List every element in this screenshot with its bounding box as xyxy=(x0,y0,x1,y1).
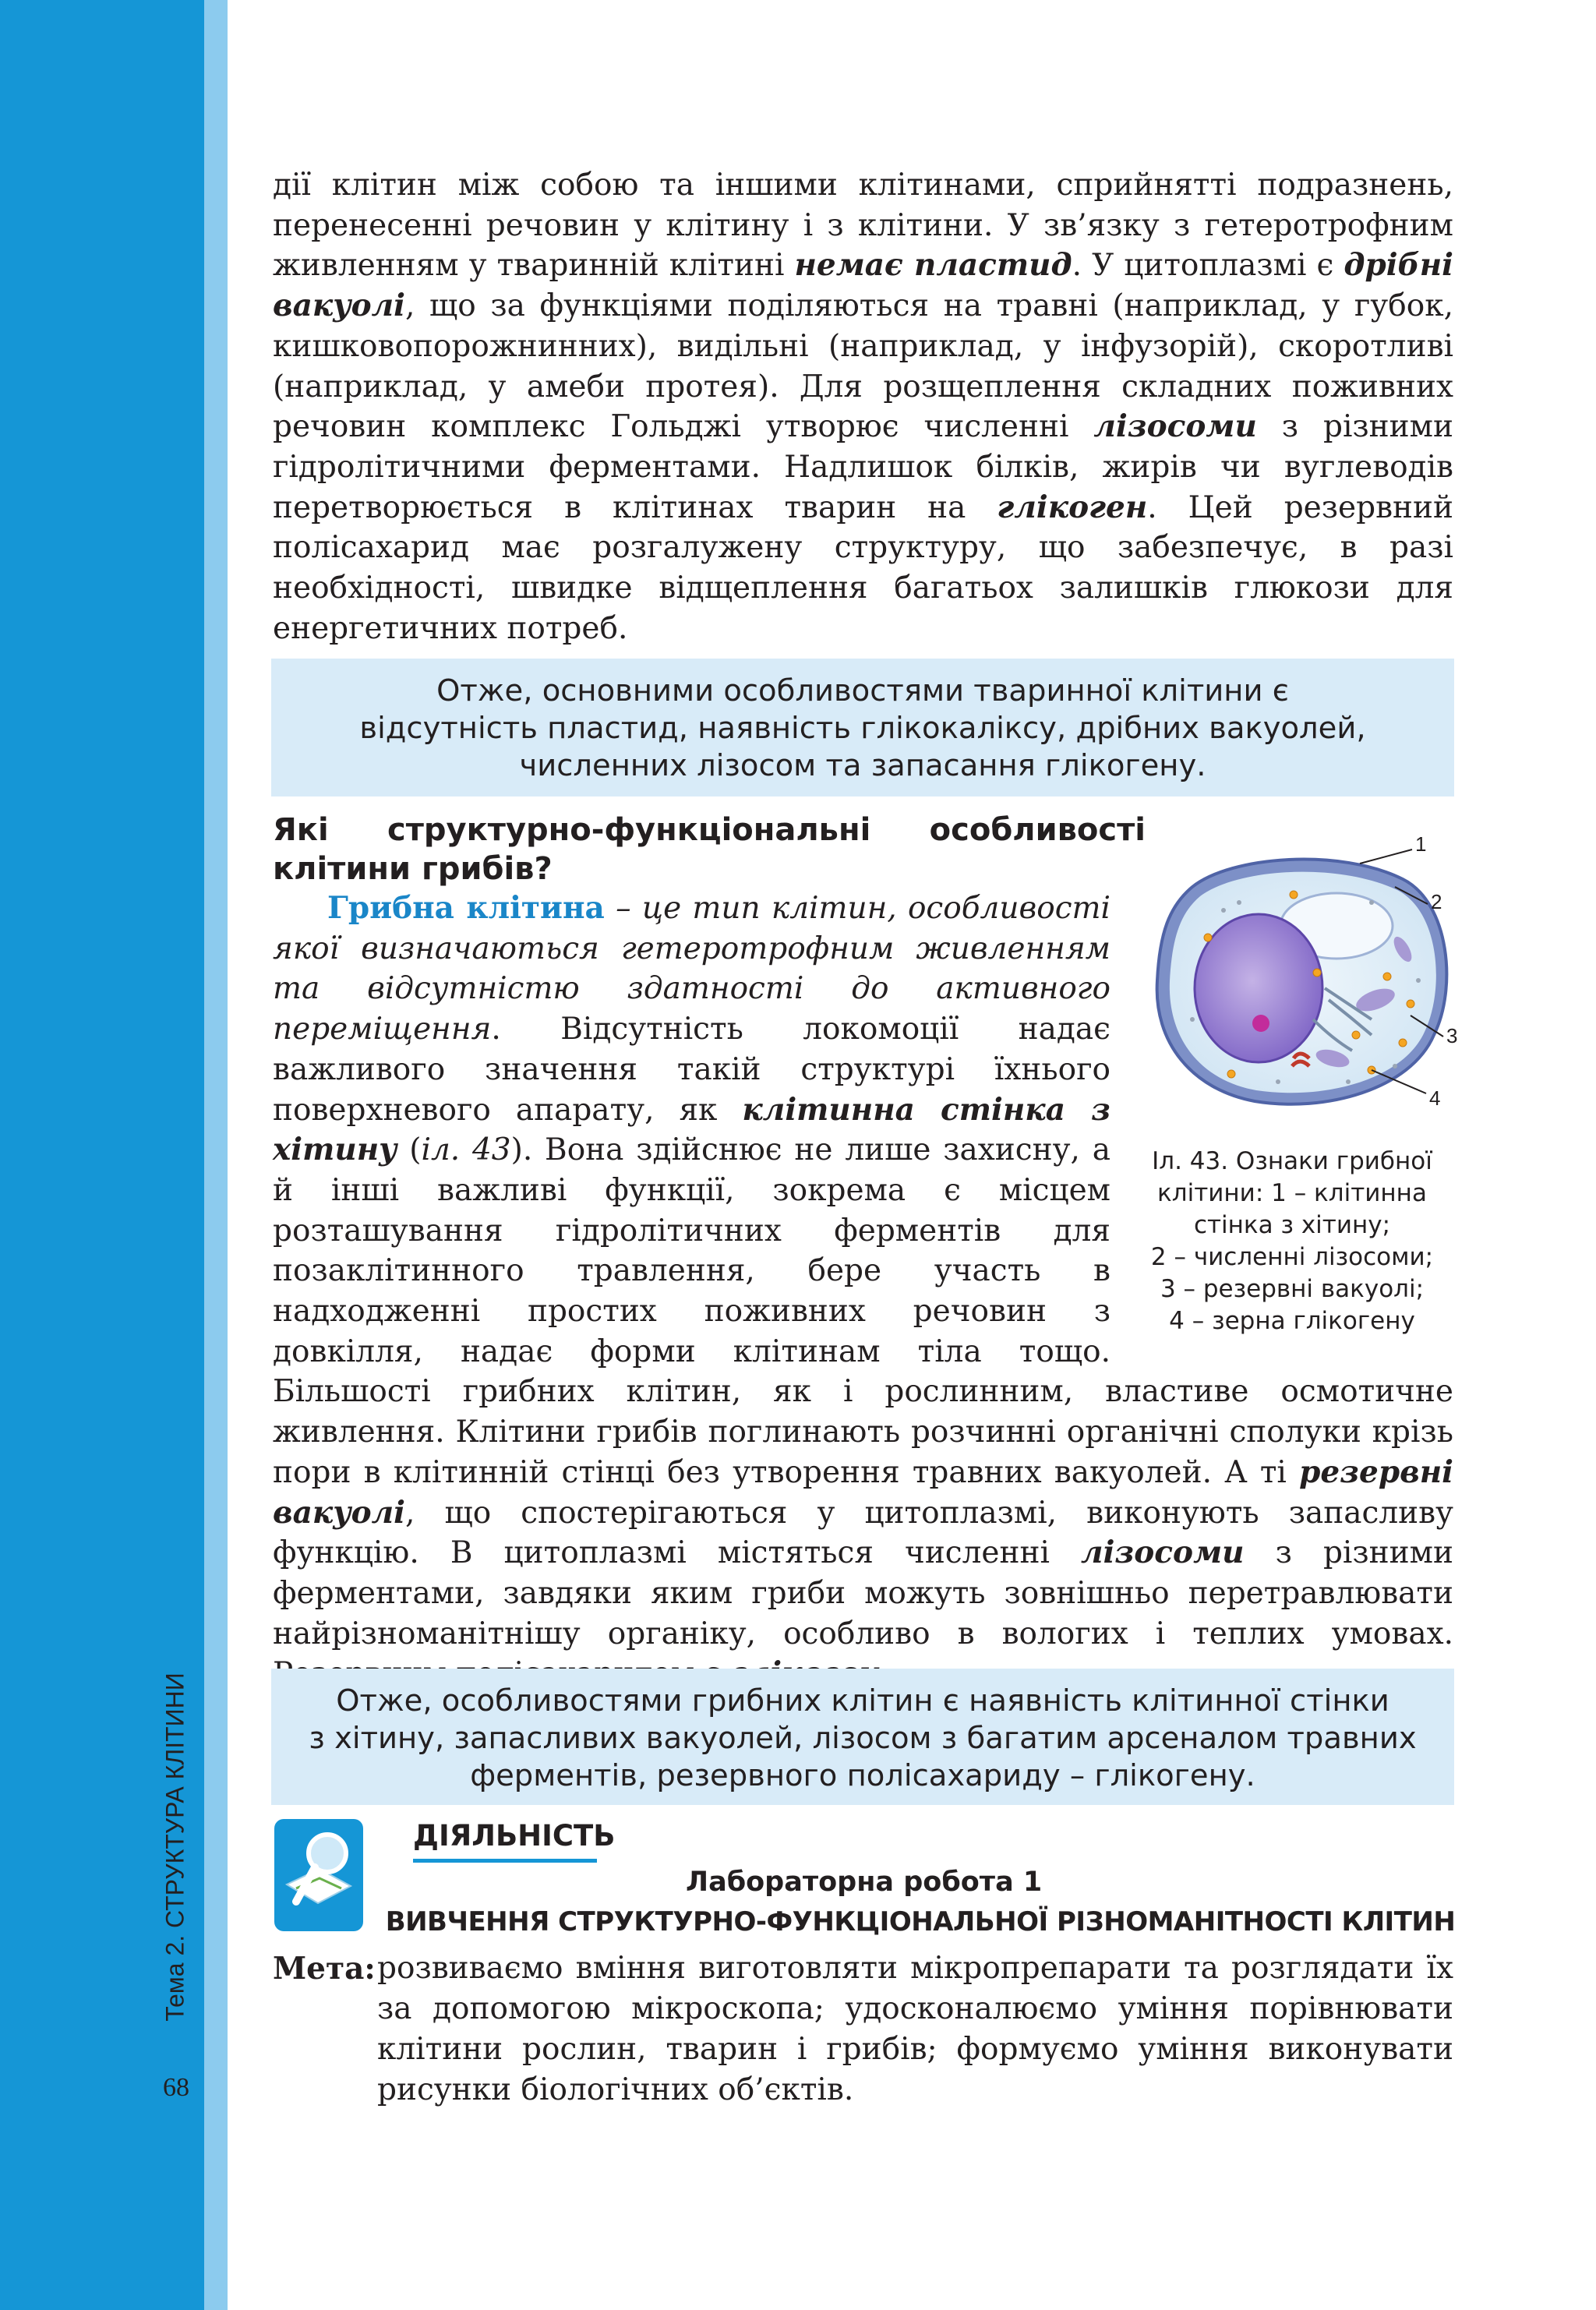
label-2: 2 xyxy=(1431,890,1442,913)
summary-box-animal: Отже, основними особливостями тваринної клітини є відсутність пластид, наявність глікокаліксу, дрібних вакуолей, численних лізосом та запасання глікогену. xyxy=(271,659,1454,796)
term-fungal-cell: Грибна клітина xyxy=(327,890,605,926)
chapter-label: Тема 2. СТРУКТУРА КЛІТИНИ xyxy=(161,1672,189,2022)
emphasis-glycogen: глікоген xyxy=(997,489,1148,525)
label-4: 4 xyxy=(1429,1086,1441,1110)
section-heading: Які структурно-функціональні особливості клітини грибів? xyxy=(273,812,1146,887)
emphasis-reserve-vacuoles: резервні вакуолі xyxy=(273,1453,1453,1531)
definition-fungal-cell: – це тип клітин, особливості якої визначаються гетеротрофним живленням та відсутністю здатності до активного переміщення xyxy=(273,891,1110,1047)
goal-label: Мета: xyxy=(273,1951,376,1987)
label-1: 1 xyxy=(1415,832,1427,856)
emphasis-chitin-wall: клітинна стінка з хітину xyxy=(273,1091,1110,1168)
sidebar-inner-strip xyxy=(204,0,228,2310)
emphasis-no-plastids: немає пластид xyxy=(794,247,1072,284)
emphasis-lysosomes-fungi: лізосоми xyxy=(1081,1535,1245,1571)
summary-box-fungi: Отже, особливостями грибних клітин є наявність клітинної стінки з хітину, запасливих вакуолей, лізосом з багатим арсеналом травних ферментів, резервного полісахариду – глікогену. xyxy=(271,1669,1454,1805)
paragraph-fungal-cell: Грибна клітина – це тип клітин, особливості якої визначаються гетеротрофним живленням та відсутністю здатності до активного переміщення. Відсутність локомоції надає важливого значення такій структурі їхнього поверхневого апарату, як клітинна стінка з хітину (іл. 43). Вона здійснює не лише захисну, а й інші важливі функції, зокрема є місцем розташування гідролітичних ферментів для позаклітинного травлення, бере участь в надходженні простих поживних речовин з довкілля, надає форми клітинам тіла тощо. Більшості грибних клітин, як і рослинним, властиве осмотичне живлення. Клітини грибів поглинають розчинні органічні сполуки крізь пори в клітинній стінці без утворення травних вакуолей. А ті резервні вакуолі, що спостерігаються у цитоплазмі, виконують запасливу функцію. В цитоплазмі містяться численні лізосоми з різними ферментами, завдяки яким гриби можуть зовнішньо перетравлювати найрізноманітнішу органіку, особливо в вологих і теплих умовах. xyxy=(273,888,1453,1694)
figure-caption: Іл. 43. Ознаки грибної клітини: 1 – клітинна стінка з хітину; 2 – численні лізосоми; 3 – резервні вакуолі; 4 – зерна глікогену xyxy=(1150,1147,1434,1335)
lab-title: Лабораторна робота 1 xyxy=(686,1867,1043,1898)
activity-underline xyxy=(413,1859,597,1863)
emphasis-small-vacuoles: дрібні вакуолі xyxy=(273,247,1453,324)
paragraph-animal-cell: дії клітин між собою та іншими клітинами, сприйнятті подразнень, перенесенні речовин у клітину і з клітини. У зв’язку з гетеротрофним живленням у тваринній клітині немає пластид. У цитоплазмі є дрібні вакуолі, що за функціями поділяються на травні (наприклад, у губок, кишковопорожнинних), видільні (наприклад, у інфузорій), скоротливі (наприклад, у амеби протея). Для розщеплення складних поживних речовин комплекс Гольджі утворює численні лізосоми з різними гідролітичними ферментами. Надлишок білків, жирів чи вуглеводів перетворюється в клітинах тварин на глікоген. Цей резервний полісахарид має розгалужену структуру, що забезпечує, в разі необхідності, швидке відщеплення багатьох залишків глюкози для енергетичних потреб. xyxy=(273,168,1454,646)
activity-title: ДІЯЛЬНІСТЬ xyxy=(413,1819,616,1853)
page-number: 68 xyxy=(163,2073,189,2102)
goal-text: розвиваємо вміння виготовляти мікропрепарати та розглядати їх за допомогою мікроскопа; удосконалюємо уміння порівнювати клітини рослин, тварин і грибів; формуємо уміння виконувати рисунки біологічних об’єктів. xyxy=(377,1951,1453,2107)
figure-float-spacer xyxy=(1110,888,1453,1372)
figure-reference: іл. 43 xyxy=(421,1132,511,1168)
lab-subtitle: ВИВЧЕННЯ СТРУКТУРНО-ФУНКЦІОНАЛЬНОЇ РІЗНОМАНІТНОСТІ КЛІТИН xyxy=(385,1906,1456,1937)
activity-magnifier-icon xyxy=(273,1814,365,1934)
emphasis-lysosomes: лізосоми xyxy=(1093,408,1257,445)
label-3: 3 xyxy=(1446,1024,1458,1047)
